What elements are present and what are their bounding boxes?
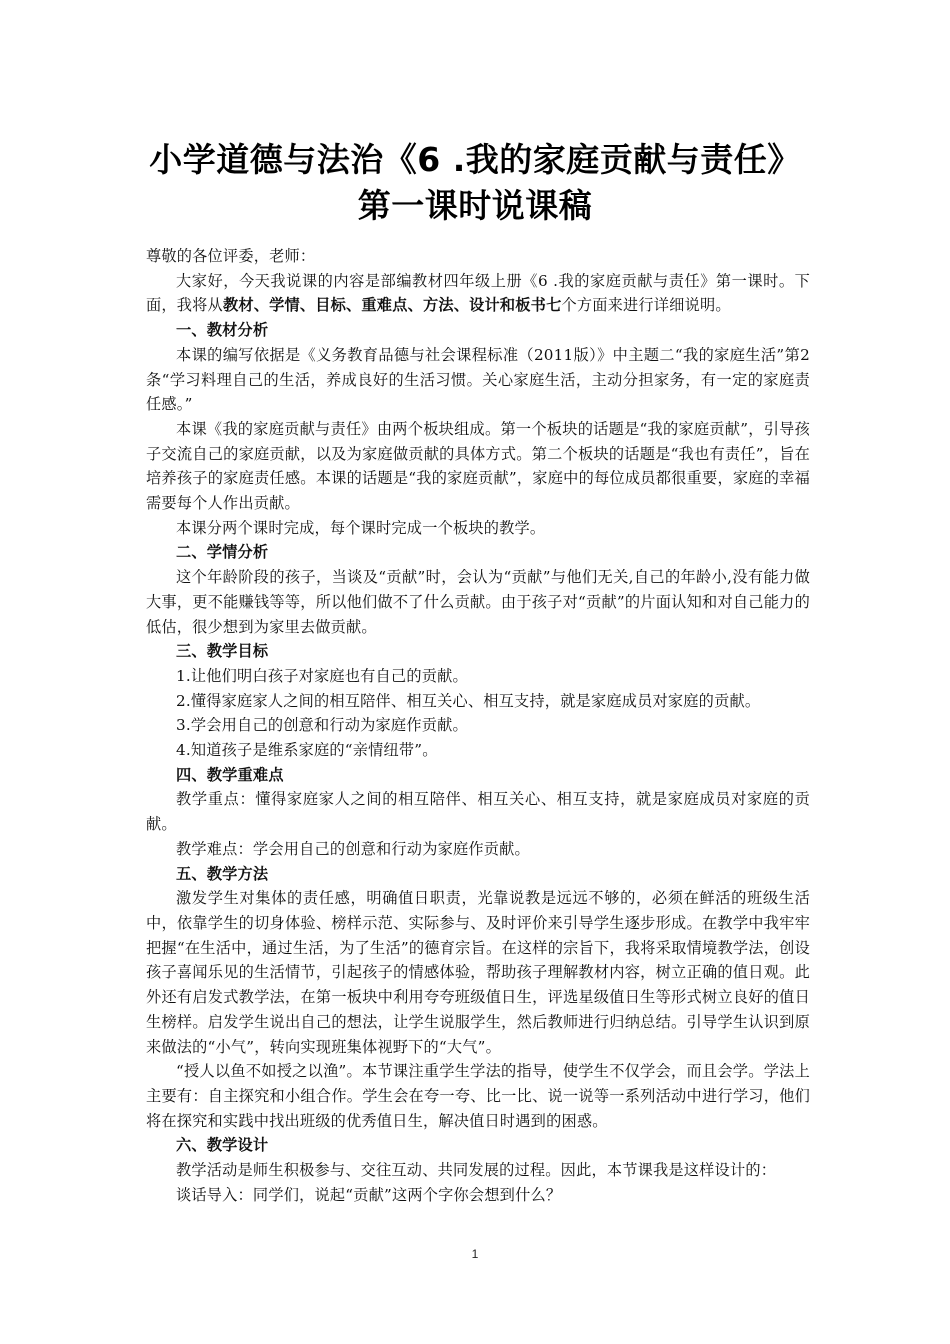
section-heading-goals: 三、教学目标 bbox=[176, 642, 269, 661]
paragraph: 激发学生对集体的责任感，明确值日职责，光靠说教是远远不够的，必须在鲜活的班级生活中，依靠学生的切身体验、榜样示范、实际参与、及时评价来引导学生逐步形成。在教学中我牢牢把握“在生活中，通过生活，为了生活”的德育宗旨。在这样的宗旨下，我将采取情境教学法，创设孩子喜闻乐见的生活情节，引起孩子的情感体验，帮助孩子理解教材内容，树立正确的值日观。此外还有启发式教学法，在第一板块中利用夸夸班级值日生，评选星级值日生等形式树立良好的值日生榜样。启发学生说出自己的想法，让学生说服学生，然后教师进行归纳总结。引导学生认识到原来做法的“小气”，转向实现班集体视野下的“大气”。 bbox=[146, 889, 810, 1056]
section-heading-students: 二、学情分析 bbox=[176, 543, 269, 562]
page-number: 1 bbox=[471, 1247, 479, 1261]
list-item: 4.知道孩子是维系家庭的“亲情纽带”。 bbox=[176, 741, 438, 760]
list-item: 2.懂得家庭家人之间的相互陪伴、相互关心、相互支持，就是家庭成员对家庭的贡献。 bbox=[176, 691, 761, 710]
paragraph: 教学重点：懂得家庭家人之间的相互陪伴、相互关心、相互支持，就是家庭成员对家庭的贡献。 bbox=[146, 790, 810, 834]
intro-bold-aspects: 教材、学情、目标、重难点、方法、设计和板书七 bbox=[222, 296, 562, 315]
paragraph: 本课《我的家庭贡献与责任》由两个板块组成。第一个板块的话题是“我的家庭贡献”，引导孩子交流自己的家庭贡献，以及为家庭做贡献的具体方式。第二个板块的话题是“我也有责任”，旨在培养孩子的家庭责任感。本课的话题是“我的家庭贡献”，家庭中的每位成员都很重要，家庭的幸福需要每个人作出贡献。 bbox=[146, 419, 810, 513]
paragraph: “授人以鱼不如授之以渔”。本节课注重学生学法的指导，使学生不仅学会，而且会学。学法上主要有：自主探究和小组合作。学生会在夸一夸、比一比、说一说等一系列活动中进行学习，他们将在探究和实践中找出班级的优秀值日生，解决值日时遇到的困惑。 bbox=[146, 1062, 810, 1130]
document-title-line1: 小学道德与法治《6 .我的家庭贡献与责任》 bbox=[149, 140, 801, 179]
section-heading-key-points: 四、教学重难点 bbox=[176, 765, 284, 784]
paragraph: 本课分两个课时完成，每个课时完成一个板块的教学。 bbox=[176, 518, 546, 537]
document-body bbox=[146, 244, 810, 1207]
section-heading-materials: 一、教材分析 bbox=[176, 321, 269, 340]
greeting: 尊敬的各位评委，老师： bbox=[146, 247, 316, 265]
document-title-line2: 第一课时说课稿 bbox=[357, 186, 593, 225]
intro-text-1: 大家好，今天我说课的内容是部编教材四年级上册《6 .我的家庭贡献与责任》第一课时。下面，我将从 bbox=[146, 271, 810, 315]
paragraph: 教学难点：学会用自己的创意和行动为家庭作贡献。 bbox=[176, 839, 530, 858]
paragraph: 教学活动是师生积极参与、交往互动、共同发展的过程。因此，本节课我是这样设计的： bbox=[176, 1161, 777, 1180]
section-heading-methods: 五、教学方法 bbox=[176, 864, 269, 883]
paragraph: 这个年龄阶段的孩子，当谈及“贡献”时，会认为“贡献”与他们无关,自己的年龄小,没有能力做大事，更不能赚钱等等，所以他们做不了什么贡献。由于孩子对“贡献”的片面认知和对自己能力的低估，很少想到为家里去做贡献。 bbox=[146, 568, 810, 636]
section-heading-design: 六、教学设计 bbox=[176, 1136, 269, 1155]
paragraph: 本课的编写依据是《义务教育品德与社会课程标准（2011版）》中主题二“我的家庭生活”第2条“学习料理自己的生活，养成良好的生活习惯。关心家庭生活，主动分担家务，有一定的家庭责任感。” bbox=[146, 345, 810, 414]
paragraph: 谈话导入：同学们，说起“贡献”这两个字你会想到什么？ bbox=[176, 1185, 562, 1204]
intro-paragraph bbox=[146, 269, 810, 318]
intro-text-2: 个方面来进行详细说明。 bbox=[561, 296, 731, 315]
list-item: 1.让他们明白孩子对家庭也有自己的贡献。 bbox=[176, 666, 468, 685]
list-item: 3.学会用自己的创意和行动为家庭作贡献。 bbox=[176, 716, 468, 735]
